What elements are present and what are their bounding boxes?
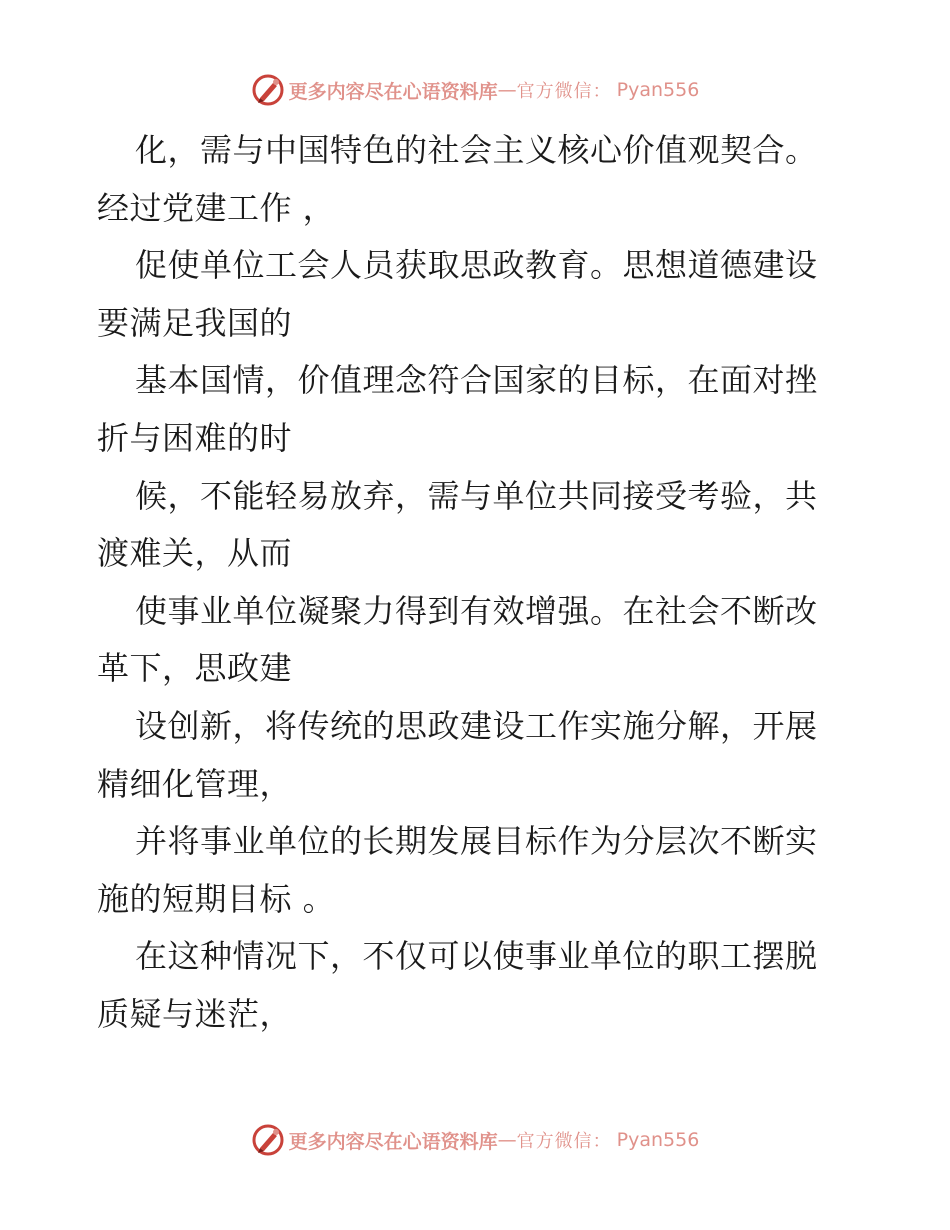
text-line: 基本国情，价值理念符合国家的目标，在面对挫 bbox=[135, 361, 818, 400]
text-line: 使事业单位凝聚力得到有效增强。在社会不断改 bbox=[135, 591, 818, 630]
banner-separator: — bbox=[497, 79, 517, 101]
pen-logo-icon bbox=[251, 1123, 285, 1157]
text-line: 经过党建工作 ， bbox=[97, 188, 336, 227]
text-line: 革下，思政建 bbox=[97, 649, 293, 688]
banner-colon: ： bbox=[592, 1131, 611, 1152]
text-line: 渡难关，从而 bbox=[97, 534, 293, 573]
header-watermark-banner bbox=[0, 70, 950, 110]
banner-wechat-handle: Pyan556 bbox=[616, 1129, 700, 1151]
banner-site-text: 更多内容尽在心语资料库 bbox=[288, 80, 498, 103]
banner-wechat-handle: Pyan556 bbox=[616, 79, 700, 101]
text-line: 折与困难的时 bbox=[97, 418, 293, 457]
footer-watermark-banner bbox=[0, 1120, 950, 1160]
text-line: 在这种情况下，不仅可以使事业单位的职工摆脱 bbox=[135, 937, 818, 976]
banner-site-text: 更多内容尽在心语资料库 bbox=[288, 1130, 498, 1153]
text-line: 设创新，将传统的思政建设工作实施分解，开展 bbox=[135, 706, 818, 745]
banner-wechat-label: 官方微信 bbox=[516, 81, 593, 102]
text-line: 要满足我国的 bbox=[97, 303, 293, 342]
text-line: 施的短期目标 。 bbox=[97, 879, 336, 918]
banner-wechat-label: 官方微信 bbox=[516, 1131, 593, 1152]
banner-colon: ： bbox=[592, 81, 611, 102]
pen-logo-icon bbox=[251, 73, 285, 107]
text-line: 精细化管理， bbox=[97, 764, 293, 803]
document-body bbox=[97, 122, 857, 1044]
text-line: 候，不能轻易放弃，需与单位共同接受考验，共 bbox=[135, 476, 818, 515]
text-line: 并将事业单位的长期发展目标作为分层次不断实 bbox=[135, 822, 818, 861]
text-line: 促使单位工会人员获取思政教育。思想道德建设 bbox=[135, 246, 818, 285]
text-line: 化，需与中国特色的社会主义核心价值观契合。 bbox=[135, 131, 818, 169]
banner-separator: — bbox=[497, 1129, 517, 1151]
text-line: 质疑与迷茫， bbox=[97, 994, 293, 1033]
